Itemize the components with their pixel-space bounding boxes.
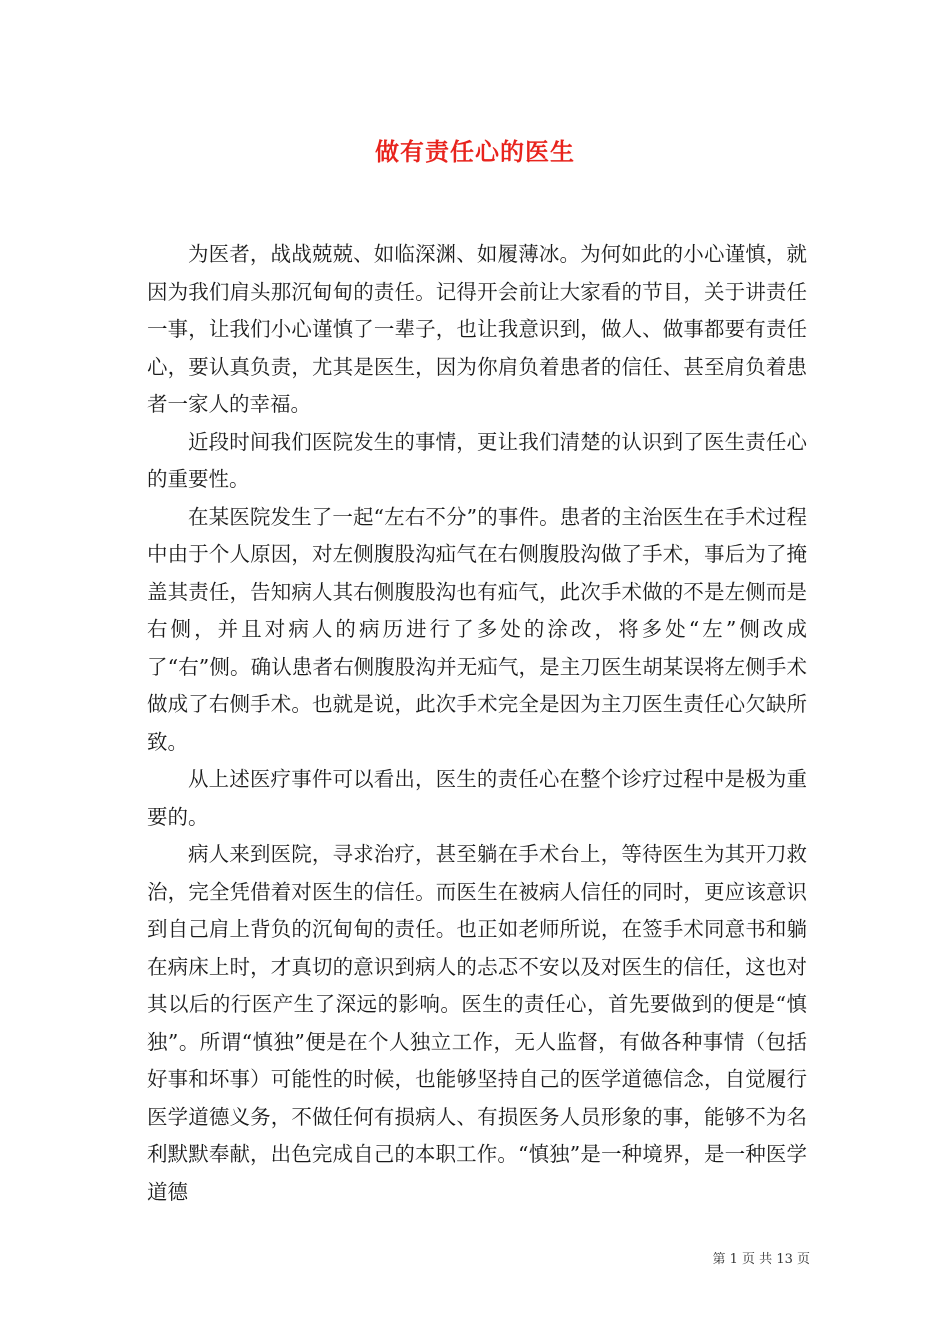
paragraph-4: 从上述医疗事件可以看出，医生的责任心在整个诊疗过程中是极为重要的。 xyxy=(147,767,807,829)
paragraph-5: 病人来到医院，寻求治疗，甚至躺在手术台上，等待医生为其开刀救治，完全凭借着对医生的信任。而医生在被病人信任的同时，更应该意识到自己肩上背负的沉甸甸的责任。也正如老师所说，在签手术同意书和躺在病床上时，才真切的意识到病人的忐忑不安以及对医生的信任，这也对其以后的行医产生了深远的影响。医生的责任心，首先要做到的便是“慎独”。所谓“慎独”便是在个人独立工作，无人监督，有做各种事情（包括好事和坏事）可能性的时候，也能够坚持自己的医学道德信念，自觉履行医学道德义务，不做任何有损病人、有损医务人员形象的事，能够不为名利默默奉献，出色完成自己的本职工作。“慎独”是一种境界，是一种医学道德 xyxy=(147,842,807,1204)
document-body xyxy=(147,236,807,1211)
paragraph-1: 为医者，战战兢兢、如临深渊、如履薄冰。为何如此的小心谨慎，就因为我们肩头那沉甸甸的责任。记得开会前让大家看的节目，关于讲责任一事，让我们小心谨慎了一辈子，也让我意识到，做人、做事都要有责任心，要认真负责，尤其是医生，因为你肩负着患者的信任、甚至肩负着患者一家人的幸福。 xyxy=(147,242,807,416)
paragraph-3: 在某医院发生了一起“左右不分”的事件。患者的主治医生在手术过程中由于个人原因，对左侧腹股沟疝气在右侧腹股沟做了手术，事后为了掩盖其责任，告知病人其右侧腹股沟也有疝气，此次手术做的不是左侧而是右侧，并且对病人的病历进行了多处的涂改，将多处“左”侧改成了“右”侧。确认患者右侧腹股沟并无疝气，是主刀医生胡某误将左侧手术做成了右侧手术。也就是说，此次手术完全是因为主刀医生责任心欠缺所致。 xyxy=(147,504,807,754)
paragraph-2: 近段时间我们医院发生的事情，更让我们清楚的认识到了医生责任心的重要性。 xyxy=(147,429,807,491)
page-number-footer: 第 1 页 共 13 页 xyxy=(712,1252,810,1267)
document-title: 做有责任心的医生 xyxy=(375,137,575,166)
